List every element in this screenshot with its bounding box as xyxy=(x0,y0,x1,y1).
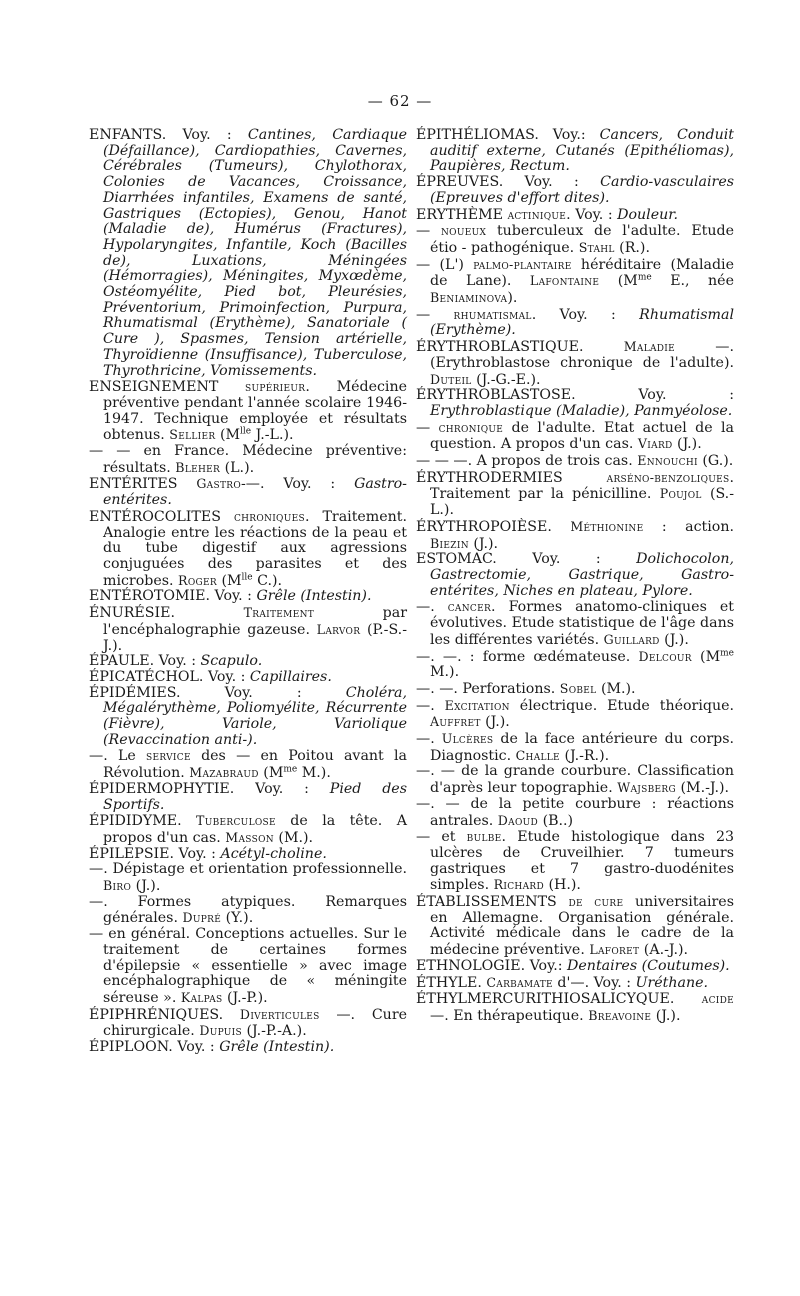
small-caps-text: cancer xyxy=(447,599,492,615)
entry-text: (Y.). xyxy=(221,910,254,927)
index-entry xyxy=(89,379,407,444)
entry-text: ENTÉRITES xyxy=(89,476,197,493)
entry-text: ÉPIDÉMIES. Voy. : xyxy=(89,684,346,701)
small-caps-text: Wajsberg xyxy=(617,780,676,796)
index-entry xyxy=(416,175,734,206)
entry-text: tuberculeux de l'adulte. Etude étio - pathogénique. xyxy=(430,223,734,256)
index-entry xyxy=(416,420,734,453)
index-entry xyxy=(416,599,734,648)
small-caps-text: Mazabraud xyxy=(189,765,259,781)
entry-text: M.). xyxy=(297,765,331,782)
entry-text: — — —. A propos de trois cas. xyxy=(416,453,638,470)
entry-text: (A.-J.). xyxy=(639,942,689,959)
index-entry xyxy=(89,1040,407,1056)
entry-text: (M xyxy=(216,572,242,589)
entry-text: -—. Voy. : xyxy=(241,476,355,493)
small-caps-text: actinique xyxy=(507,206,567,222)
small-caps-text: Dupuis xyxy=(199,1023,242,1039)
entry-text: ÉNURÉSIE. xyxy=(89,605,244,622)
superscript-text: me xyxy=(720,647,734,658)
entry-text: —. Dépistage et orientation professionnelle. xyxy=(89,861,407,878)
small-caps-text: Lafontaine xyxy=(529,273,600,289)
index-entry xyxy=(89,813,407,846)
small-caps-text: palmo-plantaire xyxy=(473,256,572,272)
index-entry xyxy=(416,307,734,339)
entry-text: : action. xyxy=(643,518,734,535)
entry-text: (R.). xyxy=(614,239,650,256)
small-caps-text: Masson xyxy=(225,829,274,845)
entry-text: ETHNOLOGIE. Voy.: xyxy=(416,957,568,974)
small-caps-text: Maladie xyxy=(623,339,676,355)
cross-reference-text: Uréthane. xyxy=(635,974,708,991)
entry-text: . Formes anatomo-cliniques et évolutives. Etude statistique de l'âge dans les différentes variétés. xyxy=(430,599,734,648)
cross-reference-text: Cancers, Conduit auditif externe, Cutanés (Epithéliomas), Paupières, Rectum. xyxy=(430,127,734,175)
index-entry xyxy=(89,686,407,749)
cross-reference-text: Erythroblastique (Maladie), Panmyéolose. xyxy=(430,402,733,419)
entry-text: (J.). xyxy=(468,535,499,552)
right-column xyxy=(416,128,734,1025)
small-caps-text: Poujol xyxy=(659,486,702,502)
entry-text: (L.). xyxy=(220,459,255,476)
small-caps-text: Dupré xyxy=(182,910,222,926)
entry-text: . Traitement par la pénicilline. xyxy=(430,469,734,503)
index-entry xyxy=(89,927,407,1007)
superscript-text: me xyxy=(637,272,652,283)
small-caps-text: bulbe xyxy=(466,829,502,845)
entry-text: de l'adulte. Etat actuel de la question. A propos d'un cas. xyxy=(430,419,735,453)
entry-text: des — en Poitou avant la Révolution. xyxy=(103,748,407,782)
cross-reference-text: Rhumatismal (Erythème). xyxy=(430,306,734,339)
entry-text: . Traitement. Analogie entre les réactions de la peau et du tube digestif aux agressions conjuguées des parasites et des microbes. xyxy=(103,508,407,589)
index-entry xyxy=(89,444,407,476)
entry-text: . Etude histologique dans 23 ulcères de Cruveilhier. 7 tumeurs gastriques et 7 gastro-duodénites simples. xyxy=(430,829,734,894)
entry-text: (J.). xyxy=(659,631,689,648)
entry-text: (M xyxy=(215,427,241,444)
superscript-text: lle xyxy=(241,571,253,582)
entry-text: (M.). xyxy=(273,829,314,846)
entry-text: ÉPIDERMOPHYTIE. Voy. : xyxy=(89,780,330,797)
entry-text: (H.). xyxy=(543,877,581,894)
index-entry xyxy=(89,476,407,508)
small-caps-text: noueux xyxy=(440,223,487,239)
entry-text: ÉPIDIDYME. xyxy=(89,813,197,830)
entry-text: ESTOMAC. Voy. : xyxy=(416,551,637,568)
cross-reference-text: Cardio-vasculaires (Epreuves d'effort dites). xyxy=(430,174,734,206)
entry-text: —. Cure chirurgicale. xyxy=(103,1006,407,1040)
small-caps-text: chroniques xyxy=(233,508,305,524)
entry-text: (P.-S.-J.). xyxy=(103,621,407,654)
entry-text: —. —. Perforations. xyxy=(416,680,560,697)
entry-text: ENFANTS. Voy. : xyxy=(89,127,248,143)
entry-text: (J.-G.-E.). xyxy=(471,371,541,388)
entry-text: héréditaire (Maladie de Lane). xyxy=(430,256,734,290)
small-caps-text: de cure xyxy=(568,894,624,910)
cross-reference-text: Dolichocolon, Gastrectomie, Gastrique, Gastro-entérites, Niches en plateau, Pylore. xyxy=(430,551,734,599)
cross-reference-text: Dentaires (Coutumes). xyxy=(567,957,730,974)
entry-text: — en général. Conceptions actuelles. Sur le traitement de certaines formes d'épilepsie « essentielle » avec image encéphalographique de « méningite séreuse ». xyxy=(89,926,407,1006)
cross-reference-text: Pied des Sportifs. xyxy=(103,780,407,813)
index-entry xyxy=(89,782,407,813)
small-caps-text: Sobel xyxy=(559,680,597,696)
small-caps-text: Gastro xyxy=(196,476,241,492)
entry-text: —. Le xyxy=(89,748,147,765)
small-caps-text: acide xyxy=(701,991,734,1007)
index-entry xyxy=(89,895,407,927)
index-entry xyxy=(89,654,407,670)
entry-text: (M xyxy=(691,648,721,665)
entry-text: —. En thérapeutique. xyxy=(430,1007,589,1024)
entry-text: (J.). xyxy=(131,878,161,895)
entry-text: (M.-J.). xyxy=(676,780,730,797)
entry-text: (M xyxy=(258,765,284,782)
entry-text: —. Formes atypiques. Remarques générales. xyxy=(89,893,407,927)
small-caps-text: Delcour xyxy=(638,648,692,664)
index-entry xyxy=(416,959,734,975)
index-entry xyxy=(416,975,734,992)
small-caps-text: Challe xyxy=(515,747,560,763)
superscript-text: me xyxy=(283,764,298,775)
small-caps-text: Larvor xyxy=(316,621,361,637)
small-caps-text: Traitement xyxy=(243,605,315,621)
small-caps-text: Ulcères xyxy=(441,731,494,747)
entry-text: (M xyxy=(599,273,638,290)
index-entry xyxy=(416,764,734,796)
small-caps-text: supérieur xyxy=(245,379,306,395)
entry-text: —. xyxy=(416,697,445,714)
index-entry xyxy=(416,681,734,698)
entry-text: électrique. Etude théorique. xyxy=(509,697,734,714)
entry-text: (S.-L.). xyxy=(430,486,734,519)
index-entry xyxy=(416,797,734,829)
small-caps-text: Roger xyxy=(178,572,217,588)
small-caps-text: Sellier xyxy=(169,427,216,443)
entry-text: . Médecine préventive pendant l'année scolaire 1946-1947. Technique employée et résultats obtenus. xyxy=(103,379,407,444)
small-caps-text: Auffret xyxy=(430,714,481,730)
entry-text: (M.). xyxy=(596,680,636,697)
small-caps-text: Laforet xyxy=(589,942,640,958)
small-caps-text: Biro xyxy=(103,878,132,894)
cross-reference-text: Choléra, Mégalérythème, Poliomyélite, Récurrente (Fièvre), Variole, Variolique (Revaccination anti-). xyxy=(103,684,407,748)
entry-text: —. — de la grande courbure. Classification d'après leur topographie. xyxy=(416,763,734,797)
entry-text: (G.). xyxy=(697,453,734,470)
index-entry xyxy=(416,207,734,224)
entry-text: . Voy. : xyxy=(531,306,640,323)
small-caps-text: arséno-benzoliques xyxy=(606,469,730,485)
entry-text: —. —. : forme œdémateuse. xyxy=(416,648,639,665)
entry-text: ÉPIPHRÉNIQUES. xyxy=(89,1006,240,1023)
index-entry xyxy=(89,128,407,379)
index-entry xyxy=(416,991,734,1024)
index-entry xyxy=(416,731,734,764)
cross-reference-text: Capillaires. xyxy=(249,668,332,685)
small-caps-text: Guillard xyxy=(603,631,660,647)
small-caps-text: rhumatismal xyxy=(453,306,532,322)
entry-text: C.). xyxy=(252,572,283,589)
index-entry xyxy=(89,589,407,605)
entry-text: (B..) xyxy=(538,812,574,829)
cross-reference-text: Scapulo. xyxy=(200,653,263,670)
small-caps-text: Diverticules xyxy=(239,1006,320,1022)
index-entry xyxy=(416,519,734,552)
index-entry xyxy=(416,339,734,388)
index-entry xyxy=(416,649,734,681)
entry-text: ÉRYTHROPOIÈSE. xyxy=(416,518,571,535)
index-entry xyxy=(89,862,407,894)
entry-text: ÉPILEPSIE. Voy. : xyxy=(89,845,221,862)
entry-text: ÉPIPLOON. Voy. : xyxy=(89,1039,220,1056)
small-caps-text: Breavoine xyxy=(588,1007,652,1023)
entry-text: (J.). xyxy=(480,714,510,731)
cross-reference-text: Gastro-entérites. xyxy=(103,476,407,509)
entry-text: de la face antérieure du corps. Diagnostic. xyxy=(430,731,734,764)
index-entry xyxy=(416,552,734,599)
entry-text: (J.). xyxy=(651,1007,681,1024)
entry-text: (J.). xyxy=(672,436,702,453)
small-caps-text: Tuberculose xyxy=(196,813,276,829)
entry-text: ENTÉROTOMIE. Voy. : xyxy=(89,588,257,605)
entry-text: ÉPAULE. Voy. : xyxy=(89,653,201,670)
entry-text: ERYTHÈME xyxy=(416,206,508,223)
cross-reference-text: Grêle (Intestin). xyxy=(256,588,372,605)
entry-text: (J.-P.). xyxy=(222,989,268,1006)
index-entry xyxy=(416,470,734,519)
small-caps-text: Duteil xyxy=(430,371,472,387)
small-caps-text: Carbamate xyxy=(486,974,553,990)
index-entry xyxy=(89,1007,407,1040)
index-entry xyxy=(416,388,734,419)
index-entry xyxy=(89,748,407,781)
entry-text: ÉRYTHROBLASTIQUE. xyxy=(416,339,624,356)
small-caps-text: Daoud xyxy=(497,812,539,828)
cross-reference-text: Grêle (Intestin). xyxy=(219,1039,335,1056)
entry-text: ÉPITHÉLIOMAS. Voy.: xyxy=(416,127,600,143)
entry-text: (J.-R.). xyxy=(559,747,610,764)
superscript-text: lle xyxy=(240,426,252,437)
entry-text: de la tête. A propos d'un cas. xyxy=(103,813,407,846)
entry-text: — xyxy=(416,306,454,323)
entry-text: ENTÉROCOLITES xyxy=(89,508,234,525)
small-caps-text: Stahl xyxy=(578,239,615,255)
small-caps-text: chronique xyxy=(438,419,504,435)
small-caps-text: service xyxy=(146,748,191,764)
entry-text: ÉRYTHRODERMIES xyxy=(416,469,607,486)
index-entry xyxy=(89,847,407,863)
entry-text: ÉTABLISSEMENTS xyxy=(416,894,569,911)
entry-text: —. xyxy=(416,731,442,748)
entry-text: par l'encéphalographie gazeuse. xyxy=(103,605,407,638)
index-entry xyxy=(89,670,407,686)
small-caps-text: Ennouchi xyxy=(637,453,698,469)
index-entry xyxy=(416,257,734,307)
index-entry xyxy=(416,894,734,959)
entry-text: ). xyxy=(507,290,518,307)
index-entry xyxy=(416,223,734,256)
entry-text: universitaires en Allemagne. Organisation générale. Activité médicale dans le cadre de la médecine préventive. xyxy=(430,894,734,959)
small-caps-text: Bleher xyxy=(175,459,221,475)
small-caps-text: Viard xyxy=(637,436,673,452)
entry-text: J.-L.). xyxy=(251,427,294,444)
entry-text: ÉPREUVES. Voy. : xyxy=(416,174,601,191)
index-entry xyxy=(416,128,734,175)
small-caps-text: Richard xyxy=(493,877,544,893)
entry-text: M.). xyxy=(430,664,460,681)
index-entry xyxy=(416,698,734,731)
entry-text: ENSEIGNEMENT xyxy=(89,379,246,396)
entry-text: — xyxy=(416,223,441,240)
entry-text: d'—. Voy. : xyxy=(552,974,636,991)
entry-text: — — en France. Médecine préventive: résultats. xyxy=(89,443,407,476)
cross-reference-text: Douleur. xyxy=(617,206,678,223)
left-column xyxy=(89,128,407,1056)
entry-text: (J.-P.-A.). xyxy=(242,1023,307,1040)
index-entry xyxy=(89,509,407,590)
entry-text: —. xyxy=(416,599,448,616)
entry-text: — (L') xyxy=(416,256,474,273)
cross-reference-text: Cantines, Cardiaque (Défaillance), Cardiopathies, Cavernes, Cérébrales (Tumeurs), Chylothorax, Colonies de Vacances, Croissance, Diarrhées infantiles, Examens de santé, Gastriques (Ectopies), Genou, Hanot (Maladie de), Humérus (Fractures), Hypolaryngites, Infantile, Koch (Bacilles de), Luxations, Méningées (Hémorragies), Méningites, Myxœdème, Ostéomyélite, Pied bot, Pleurésies, Préventorium, Primoinfection, Purpura, Rhumatismal (Erythème), Sanatoriale ( Cure ), Spasmes, Tension artérielle, Thyroïdienne (Insuffisance), Tuberculose, Thyrothricine, Vomissements. xyxy=(103,127,407,379)
small-caps-text: Kalpas xyxy=(180,989,223,1005)
entry-text: E., née xyxy=(651,273,734,290)
small-caps-text: Beniaminova xyxy=(430,290,508,306)
entry-text: ÉPICATÉCHOL. Voy. : xyxy=(89,668,250,685)
entry-text: ÉRYTHROBLASTOSE. Voy. : xyxy=(416,387,734,404)
entry-text: — et xyxy=(416,829,467,846)
index-entry xyxy=(416,453,734,470)
entry-text: —. (Erythroblastose chronique de l'adulte). xyxy=(430,339,734,371)
index-entry xyxy=(89,605,407,654)
index-entry xyxy=(416,829,734,894)
entry-text: — xyxy=(416,419,439,436)
entry-text: ÉTHYLMERCURITHIOSALICYQUE. xyxy=(416,991,702,1008)
small-caps-text: Méthionine xyxy=(570,518,644,534)
entry-text: . Voy. : xyxy=(566,206,618,223)
cross-reference-text: Acétyl-choline. xyxy=(220,845,327,862)
entry-text: —. — de la petite courbure : réactions antrales. xyxy=(416,795,734,829)
small-caps-text: Excitation xyxy=(444,697,510,713)
small-caps-text: Biezin xyxy=(430,535,469,551)
page-number: — 62 — xyxy=(367,92,433,110)
entry-text: ÉTHYLE. xyxy=(416,974,487,991)
